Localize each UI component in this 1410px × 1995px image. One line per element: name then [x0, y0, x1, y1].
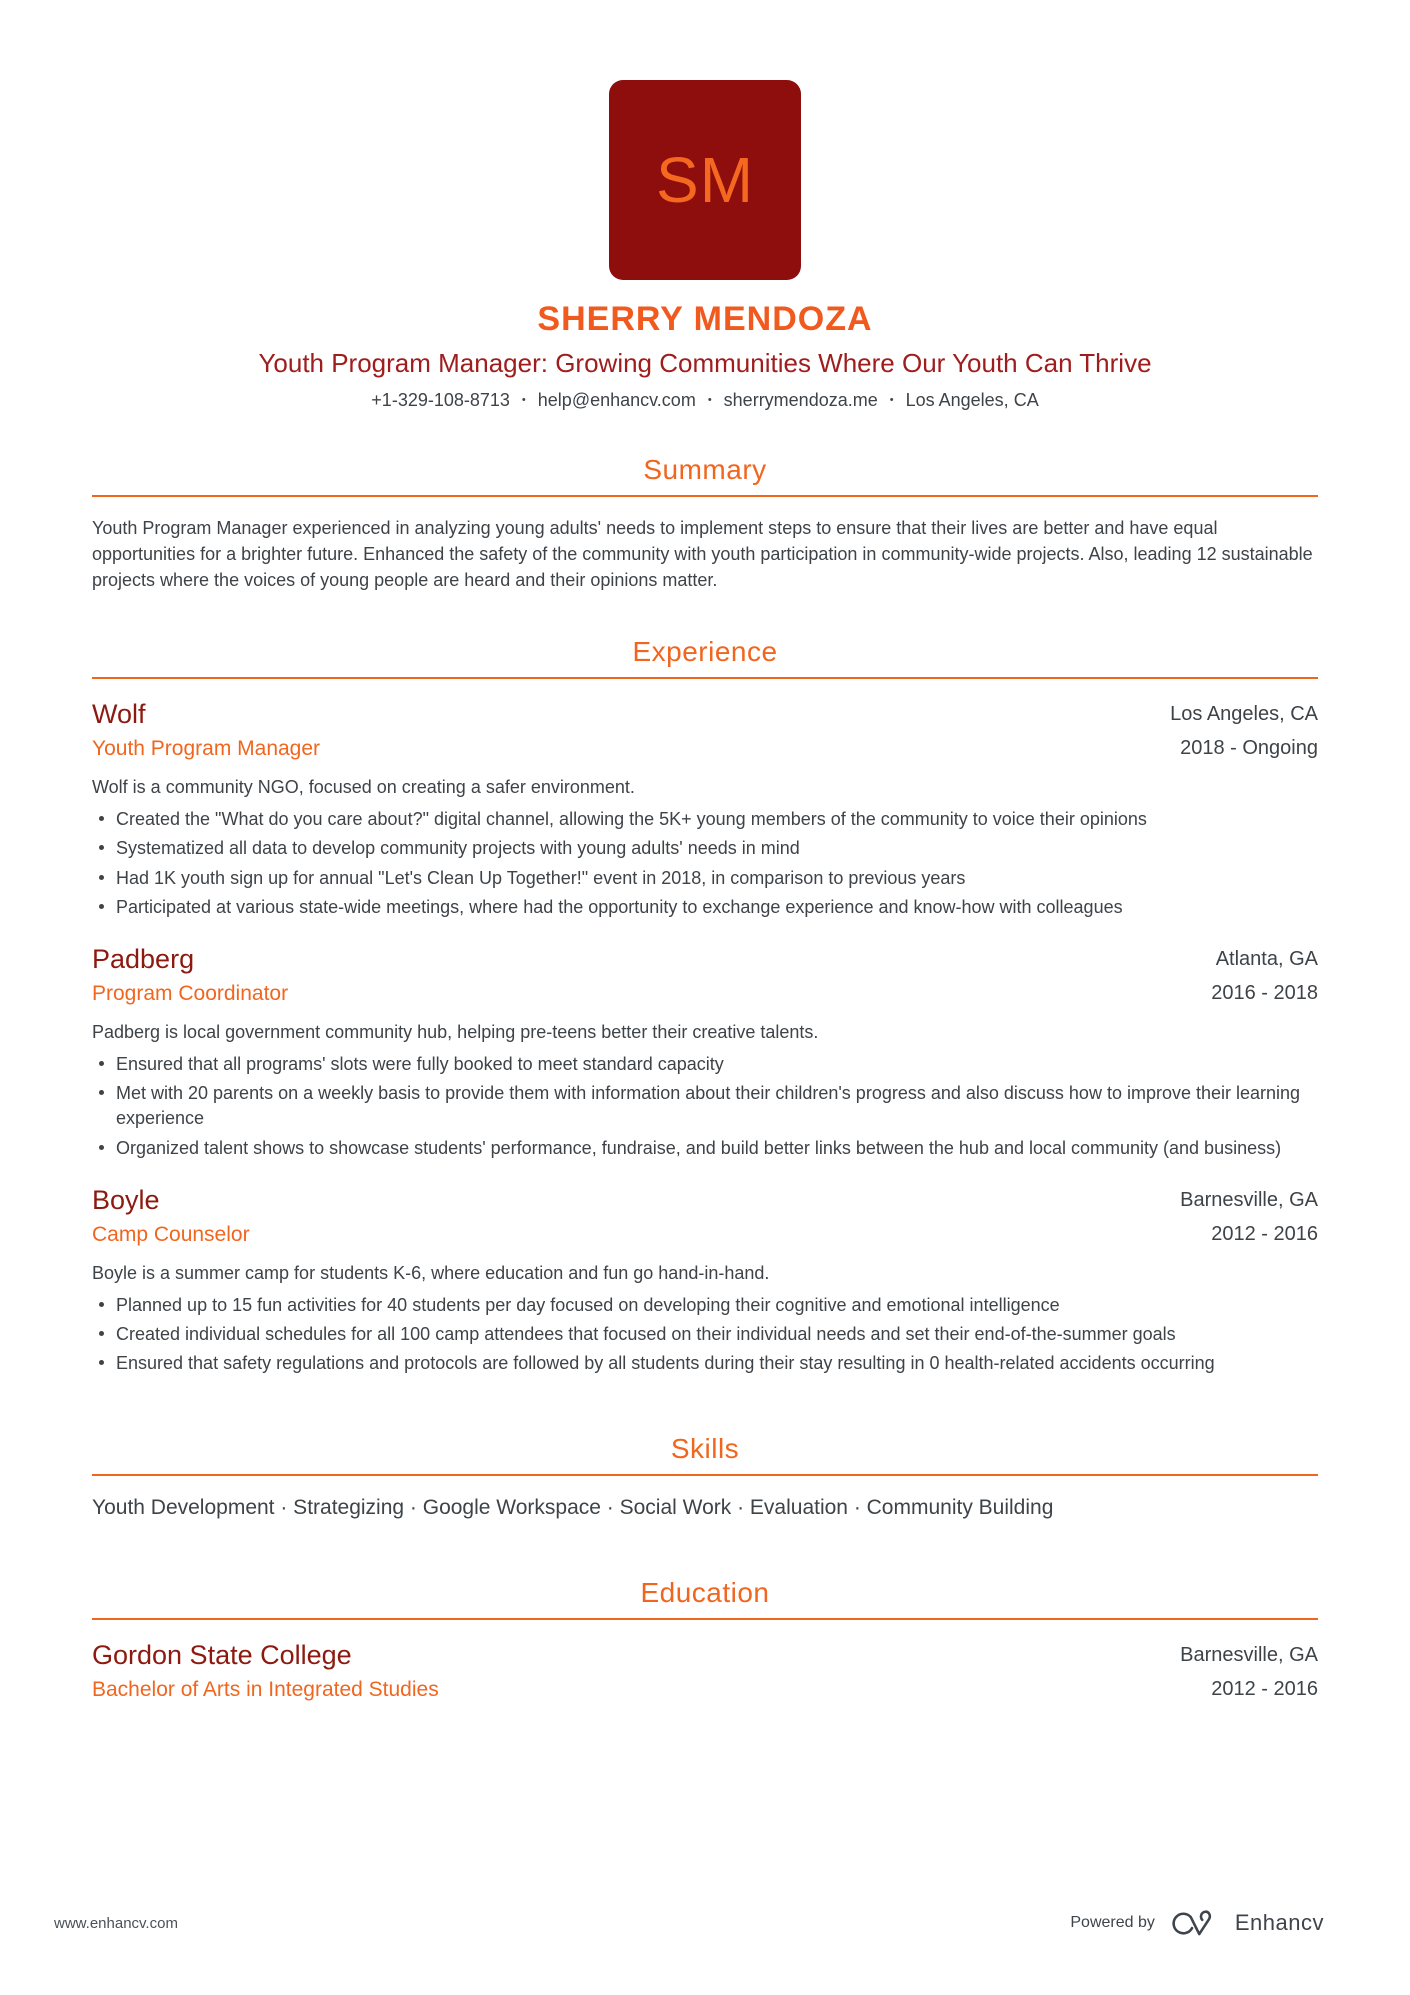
achievement-item: Ensured that safety regulations and protocols are followed by all students during their stay resulting in 0 health-related accidents occurring — [92, 1351, 1318, 1376]
achievement-item: Systematized all data to develop community projects with young adults' needs in mind — [92, 836, 1318, 861]
enhancv-logo-icon — [1169, 1906, 1221, 1940]
section-divider — [92, 1474, 1318, 1476]
company-name: Boyle — [92, 1184, 160, 1215]
degree-name: Bachelor of Arts in Integrated Studies — [92, 1678, 439, 1702]
school-name: Gordon State College — [92, 1640, 352, 1671]
contact-website: sherrymendoza.me — [723, 389, 878, 410]
achievement-item: Met with 20 parents on a weekly basis to provide them with information about their children's progress and also discuss how to improve their learning experience — [92, 1081, 1318, 1131]
contact-location: Los Angeles, CA — [905, 389, 1039, 410]
education-entry — [92, 1638, 1318, 1703]
dot-separator: • — [707, 393, 712, 406]
achievement-item: Created individual schedules for all 100 camp attendees that focused on their individual needs and set their end-of-the-summer goals — [92, 1322, 1318, 1347]
education-section — [92, 1576, 1318, 1703]
achievement-list — [92, 807, 1318, 920]
section-divider — [92, 495, 1318, 497]
summary-text: Youth Program Manager experienced in analyzing young adults' needs to implement steps to ensure that their lives are better and have equal opportunities for a brighter future. Enhanced the safety of the community with youth participation in community-wide projects. Also, leading 12 sustainable projects where the voices of young people are heard and their opinions matter. — [92, 517, 1313, 590]
experience-title: Experience — [632, 636, 778, 668]
summary-section — [92, 453, 1318, 593]
school-location: Barnesville, GA — [1180, 1644, 1318, 1667]
avatar-monogram — [609, 80, 801, 280]
dot-separator: • — [521, 393, 526, 406]
job-dates: 2016 - 2018 — [1211, 981, 1318, 1004]
company-description: Padberg is local government community hub, helping pre-teens better their creative talents. — [92, 1021, 819, 1042]
contact-line — [92, 390, 1318, 411]
candidate-headline: Youth Program Manager: Growing Communities Where Our Youth Can Thrive — [258, 348, 1152, 378]
skills-section — [92, 1432, 1318, 1520]
achievement-item: Organized talent shows to showcase students' performance, fundraise, and build better links between the hub and local community (and business) — [92, 1136, 1318, 1161]
company-description: Boyle is a summer camp for students K-6, where education and fun go hand-in-hand. — [92, 1262, 770, 1283]
monogram-initials: SM — [656, 144, 754, 216]
job-location: Los Angeles, CA — [1170, 703, 1318, 726]
contact-email: help@enhancv.com — [537, 389, 696, 410]
dot-separator: • — [889, 393, 894, 406]
experience-entry — [92, 697, 1318, 920]
achievement-list — [92, 1052, 1318, 1161]
job-dates: 2012 - 2016 — [1211, 1222, 1318, 1245]
achievement-item: Created the "What do you care about?" digital channel, allowing the 5K+ young members of the community to voice their opinions — [92, 807, 1318, 832]
brand-name: Enhancv — [1234, 1910, 1324, 1935]
job-location: Atlanta, GA — [1215, 947, 1318, 970]
job-location: Barnesville, GA — [1180, 1188, 1318, 1211]
powered-by-label: Powered by — [1070, 1914, 1155, 1931]
experience-entry — [92, 942, 1318, 1161]
job-title: Youth Program Manager — [92, 737, 321, 761]
section-divider — [92, 677, 1318, 679]
education-dates: 2012 - 2016 — [1211, 1678, 1318, 1701]
job-dates: 2018 - Ongoing — [1180, 737, 1318, 760]
powered-by — [1070, 1906, 1324, 1940]
candidate-name: SHERRY MENDOZA — [537, 300, 873, 338]
job-title: Program Coordinator — [92, 981, 289, 1005]
company-name: Wolf — [92, 699, 146, 730]
resume-header — [92, 80, 1318, 411]
achievement-item: Participated at various state-wide meetings, where had the opportunity to exchange experience and know-how with colleagues — [92, 895, 1318, 920]
achievement-item: Ensured that all programs' slots were fully booked to meet standard capacity — [92, 1052, 1318, 1077]
footer-url: www.enhancv.com — [54, 1914, 178, 1932]
skills-list: Youth Development · Strategizing · Google Workspace · Social Work · Evaluation · Community Building — [92, 1496, 1054, 1520]
experience-section — [92, 635, 1318, 1376]
job-title: Camp Counselor — [92, 1222, 250, 1246]
summary-title: Summary — [643, 453, 767, 485]
achievement-item: Planned up to 15 fun activities for 40 students per day focused on developing their cognitive and emotional intelligence — [92, 1293, 1318, 1318]
skills-title: Skills — [670, 1433, 740, 1465]
page-footer — [54, 1906, 1324, 1940]
contact-phone: +1-329-108-8713 — [371, 389, 510, 410]
experience-entry — [92, 1183, 1318, 1377]
achievement-item: Had 1K youth sign up for annual "Let's Clean Up Together!" event in 2018, in comparison to previous years — [92, 866, 1318, 891]
company-description: Wolf is a community NGO, focused on creating a safer environment. — [92, 777, 635, 798]
education-title: Education — [640, 1577, 770, 1609]
company-name: Padberg — [92, 943, 195, 974]
section-divider — [92, 1618, 1318, 1620]
achievement-list — [92, 1293, 1318, 1377]
